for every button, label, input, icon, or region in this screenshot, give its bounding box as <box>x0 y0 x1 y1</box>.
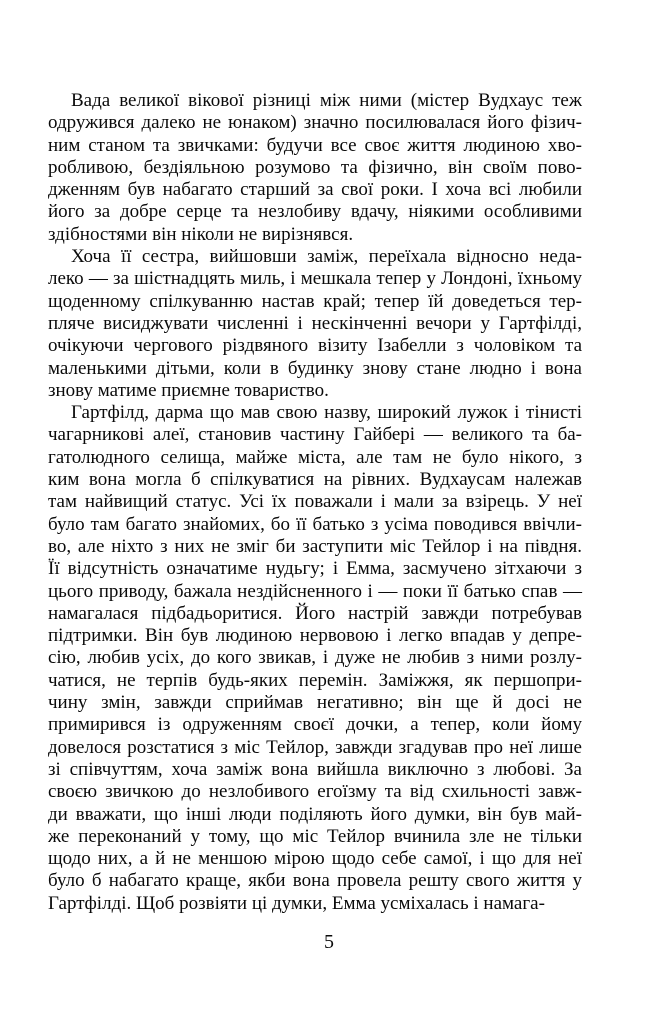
text-line: робливою, бездіяльною розумово та фізично, він своїм пово- <box>48 156 582 178</box>
text-line: щоденному спілкуванню настав край; тепер їй доведеться тер- <box>48 290 582 312</box>
text-line: во, але ніхто з них не зміг би заступити міс Тейлор і на півдня. <box>48 535 582 557</box>
text-line: Вада великої вікової різниці між ними (містер Вудхаус теж <box>71 90 582 111</box>
page-text <box>48 90 582 915</box>
text-line: маленькими дітьми, коли в будинку знову стане людно і вона <box>48 357 582 379</box>
text-line: чину змін, завжди сприймав негативно; він ще й досі не <box>48 692 582 714</box>
text-line: очікуючи чергового різдвяного візиту Ізабелли з чоловіком та <box>48 335 582 357</box>
text-line: своєю звичкою до незлобивого егоїзму та від схильності завж- <box>48 781 582 803</box>
text-line: знову матиме приємне товариство. <box>48 379 329 401</box>
text-line: сію, любив усіх, до кого звикав, і дуже не любив з ними розлу- <box>48 647 582 669</box>
paragraph <box>48 402 582 915</box>
text-line: леко — за шістнадцять миль, і мешкала тепер у Лондоні, їхньому <box>48 268 582 290</box>
text-line: Її відсутність означатиме нудьгу; і Емма, засмучено зітхаючи з <box>48 558 582 580</box>
text-line: здібностями він ніколи не вирізнявся. <box>48 223 354 245</box>
text-line: Гартфілді. Щоб розвіяти ці думки, Емма усміхалась і намага- <box>48 892 545 914</box>
text-line: ним станом та звичками: будучи все своє життя людиною хво- <box>48 134 582 156</box>
text-line: дженням був набагато старший за свої роки. І хоча всі любили <box>48 179 582 201</box>
text-line: примирився із одруженням своєї дочки, а тепер, коли йому <box>48 714 582 736</box>
text-line: чагарникові алеї, становив частину Гайбері — великого та ба- <box>48 424 582 446</box>
text-line: ди вважати, що інші люди поділяють його думки, він був май- <box>48 803 582 825</box>
text-line: одружився далеко не юнаком) значно посилювалася його фізич- <box>48 112 582 134</box>
text-line: чатися, не терпів будь-яких перемін. Заміжжя, як першопри- <box>48 669 582 691</box>
text-line: же переконаний у тому, що міс Тейлор вчинила зле не тільки <box>48 825 582 847</box>
text-line: довелося розстатися з міс Тейлор, завжди згадував про неї лише <box>48 736 582 758</box>
text-line: цього приводу, бажала нездійсненного і — поки її батько спав — <box>48 580 582 602</box>
text-line: Гартфілд, дарма що мав свою назву, широкий лужок і тінисті <box>71 402 582 424</box>
text-line: було там багато знайомих, бо її батько з усіма поводився ввічли- <box>48 513 582 535</box>
text-line: намагалася підбадьоритися. Його настрій завжди потребував <box>48 602 582 624</box>
text-line: гатолюдного селища, майже міста, але там не було нікого, з <box>48 446 582 468</box>
text-line: пляче висиджувати численні і нескінченні вечори у Гартфілді, <box>48 312 582 334</box>
text-line: ким вона могла б спілкуватися на рівних. Вудхаусам належав <box>48 469 582 491</box>
text-line: було б набагато краще, якби вона провела решту свого життя у <box>48 870 582 892</box>
text-line: підтримки. Він був людиною нервовою і легко впадав у депре- <box>48 625 582 647</box>
page-number: 5 <box>324 931 334 953</box>
paragraph <box>48 246 582 402</box>
text-line: щодо них, а й не меншою мірою щодо себе самої, і що для неї <box>48 848 582 870</box>
text-line: зі співчуттям, хоча заміж вона вийшла виключно з любові. За <box>48 758 582 780</box>
paragraph <box>48 90 582 246</box>
text-line: там найвищий статус. Усі їх поважали і мали за взірець. У неї <box>48 491 582 513</box>
text-line: його за добре серце та незлобиву вдачу, ніякими особливими <box>48 201 582 223</box>
text-line: Хоча її сестра, вийшовши заміж, переїхала відносно неда- <box>71 246 582 268</box>
